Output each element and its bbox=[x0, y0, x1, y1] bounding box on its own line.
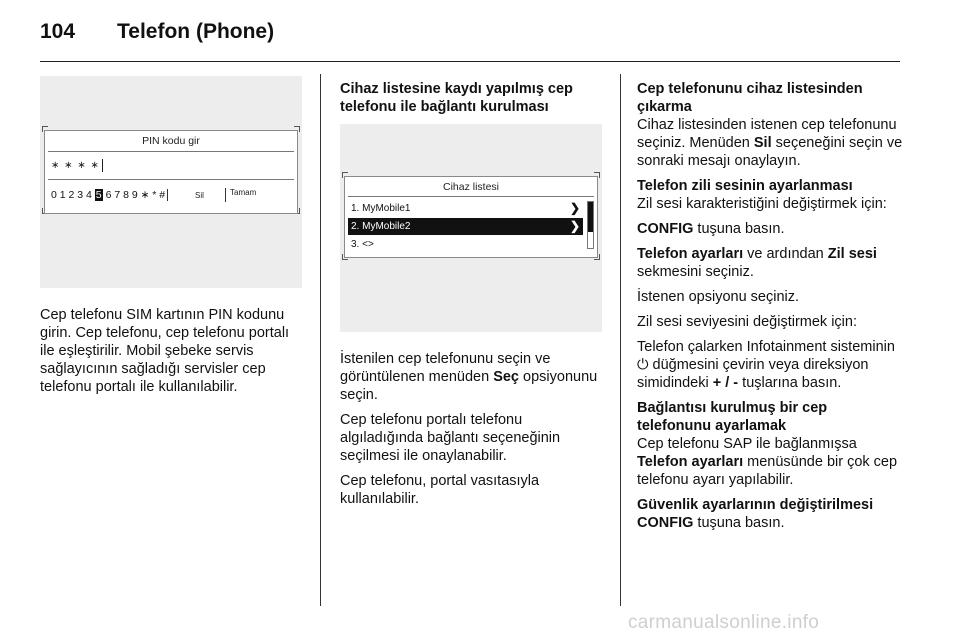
paragraph: Cihaz listesinden istenen cep telefonunu seçiniz. Menüden Sil seçeneğini seçin ve sonraki mesajı onaylayın. bbox=[637, 117, 903, 169]
column-2-text bbox=[340, 350, 605, 515]
device-list-screen-image bbox=[340, 124, 602, 332]
tamam-button: Tamam bbox=[225, 188, 256, 202]
device-list-panel bbox=[344, 176, 598, 258]
paragraph: Telefon ayarları menüsünde bir çok cep telefonu ayarı yapılabilir. bbox=[637, 454, 898, 488]
pin-entry-panel bbox=[44, 130, 298, 214]
chevron-right-icon: ❯ bbox=[569, 219, 580, 233]
paragraph: İstenilen cep telefonunu seçin ve görüntülenen menüden Seç opsiyonunu seçin. bbox=[340, 351, 598, 403]
watermark: carmanualsonline.info bbox=[628, 612, 820, 633]
device-list-title: Cihaz listesi bbox=[442, 181, 500, 193]
device-list-item-selected: 2. MyMobile2 ❯ bbox=[348, 218, 583, 235]
column-3-text bbox=[637, 80, 905, 539]
paragraph: İstenen opsiyonu seçiniz. bbox=[637, 289, 800, 305]
device-list-item: 3. <> bbox=[351, 239, 374, 250]
column-2-heading bbox=[340, 80, 605, 123]
page-title: Telefon (Phone) bbox=[117, 20, 275, 43]
paragraph: Cep telefonu SAP ile bağlanmışsa bbox=[637, 436, 857, 452]
chevron-right-icon: ❯ bbox=[569, 201, 580, 215]
paragraph: CONFIG tuşuna basın. bbox=[637, 221, 785, 237]
paragraph: Cep telefonu SIM kartının PIN kodunu girin. Cep telefonu, cep telefonu portalı ile eşleştirilir. Mobil şebeke servis sağlayıcının sağladığı servisler cep telefonu portalı ile kullanılabilir. bbox=[40, 307, 290, 395]
paragraph: Cep telefonu portalı telefonu algıladığında bağlantı seçeneğinin seçilmesi ile onaylanabilir. bbox=[340, 412, 561, 464]
section-heading: Telefon zili sesinin ayarlanması bbox=[637, 178, 853, 194]
list-scrollbar bbox=[587, 201, 594, 249]
device-list-item: 1. MyMobile1 ❯ bbox=[351, 201, 580, 215]
section-heading: Cep telefonunu cihaz listesinden çıkarma bbox=[637, 81, 863, 115]
paragraph: Telefon çalarken Infotainment sisteminin ⏻ düğmesini çevirin veya direksiyon simidindeki + / - tuşlarına basın. bbox=[637, 339, 895, 391]
section-heading: Bağlantısı kurulmuş bir cep telefonunu ayarlamak bbox=[637, 400, 828, 434]
section-heading: Güvenlik ayarlarının değiştirilmesi bbox=[637, 497, 874, 513]
paragraph: Cep telefonu, portal vasıtasıyla kullanılabilir. bbox=[340, 473, 540, 507]
column-divider-2 bbox=[620, 74, 621, 606]
selected-digit: 5 bbox=[95, 189, 102, 201]
pin-entered-value: ∗ ∗ ∗ ∗ bbox=[51, 159, 103, 172]
pin-screen-image bbox=[40, 76, 302, 288]
page-number: 104 bbox=[40, 20, 76, 43]
paragraph: Zil sesi karakteristiğini değiştirmek için: bbox=[637, 196, 887, 212]
paragraph: Zil sesi seviyesini değiştirmek için: bbox=[637, 314, 857, 330]
pin-digit-selector: 0 1 2 3 4 5 6 7 8 9 ∗ * # bbox=[51, 189, 170, 201]
text-cursor bbox=[102, 159, 103, 172]
pin-panel-title: PIN kodu gir bbox=[142, 135, 200, 147]
sil-button: Sil bbox=[195, 191, 204, 200]
header-divider bbox=[40, 61, 900, 62]
column-divider-1 bbox=[320, 74, 321, 606]
power-icon: ⏻ bbox=[637, 357, 649, 373]
paragraph: Telefon ayarları ve ardından Zil sesi sekmesini seçiniz. bbox=[637, 246, 877, 280]
scrollbar-thumb bbox=[588, 202, 593, 232]
paragraph: CONFIG tuşuna basın. bbox=[637, 515, 785, 531]
column-1-text bbox=[40, 306, 305, 403]
page-header bbox=[40, 18, 920, 62]
section-heading: Cihaz listesine kaydı yapılmış cep telefonu ile bağlantı kurulması bbox=[340, 81, 573, 115]
